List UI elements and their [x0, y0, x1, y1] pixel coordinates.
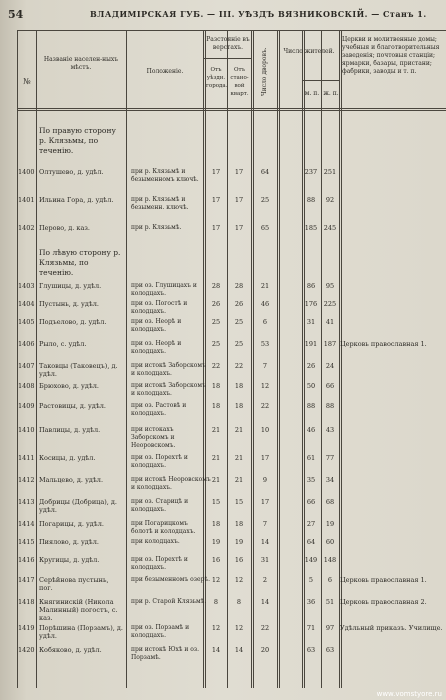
- yard-count: 10: [260, 426, 270, 434]
- settlement-position: при оз. Растовѣ и колодцахъ.: [131, 402, 187, 417]
- yard-count: 14: [260, 538, 270, 546]
- row-number: 1412: [18, 476, 35, 484]
- settlement-name: Ильина Гора, д. удѣл.: [39, 196, 114, 204]
- col-dist-town: Отъ уѣздн. города.: [206, 67, 228, 89]
- distance-town: 18: [211, 402, 221, 410]
- yard-count: 9: [262, 476, 268, 484]
- settlement-name: Кругицы, д. удѣл.: [39, 556, 100, 564]
- distance-town: 21: [211, 476, 221, 484]
- section-right-bank: По правую сторону р. Клязьмы, по теченію.: [39, 126, 116, 155]
- distance-town: 22: [211, 362, 221, 370]
- distance-stan: 17: [234, 224, 244, 232]
- male-count: 149: [304, 556, 318, 564]
- yard-count: 7: [262, 362, 268, 370]
- distance-town: 16: [211, 556, 221, 564]
- female-count: 19: [325, 520, 335, 528]
- row-number: 1406: [18, 340, 35, 348]
- yard-count: 64: [260, 168, 270, 176]
- data-table: [17, 30, 446, 688]
- male-count: 88: [306, 196, 316, 204]
- female-count: 97: [325, 624, 335, 632]
- female-count: 92: [325, 196, 335, 204]
- settlement-position: при оз. Глушицахъ и колодцахъ.: [131, 282, 197, 297]
- distance-stan: 28: [234, 282, 244, 290]
- distance-stan: 25: [234, 318, 244, 326]
- female-count: 95: [325, 282, 335, 290]
- male-count: 71: [306, 624, 316, 632]
- yard-count: 53: [260, 340, 270, 348]
- yard-count: 21: [260, 282, 270, 290]
- female-count: 66: [325, 382, 335, 390]
- settlement-name: Мальцево, д. удѣл.: [39, 476, 104, 484]
- col-distance: Разстояніе въ верстахъ.: [206, 36, 250, 51]
- row-number: 1401: [18, 196, 35, 204]
- settlement-position: при р. Клязьмѣ и безыменн. ключѣ.: [131, 196, 189, 211]
- row-number: 1405: [18, 318, 35, 326]
- distance-town: 12: [211, 576, 221, 584]
- female-count: 187: [323, 340, 337, 348]
- male-count: 46: [306, 426, 316, 434]
- settlement-name: Серѣйнова пустынь, пог.: [39, 576, 109, 592]
- settlement-name: Порѣшина (Порзамъ), д. удѣл.: [39, 624, 123, 640]
- row-number: 1416: [18, 556, 35, 564]
- notes: Церковь православная 2.: [340, 598, 427, 606]
- row-number: 1420: [18, 646, 35, 654]
- settlement-position: при оз. Порехтѣ и колодцахъ.: [131, 454, 188, 469]
- col-residents: Число жителей.: [283, 48, 335, 55]
- settlement-position: при колодцахъ.: [131, 538, 180, 545]
- settlement-name: Косицы, д. удѣл.: [39, 454, 96, 462]
- male-count: 191: [304, 340, 318, 348]
- male-count: 66: [306, 498, 316, 506]
- yard-count: 17: [260, 454, 270, 462]
- male-count: 61: [306, 454, 316, 462]
- female-count: 88: [325, 402, 335, 410]
- female-count: 245: [323, 224, 337, 232]
- distance-town: 18: [211, 382, 221, 390]
- male-count: 185: [304, 224, 318, 232]
- row-number: 1403: [18, 282, 35, 290]
- settlement-name: Павлицы, д. удѣл.: [39, 426, 101, 434]
- row-number: 1413: [18, 498, 35, 506]
- female-count: 68: [325, 498, 335, 506]
- yard-count: 12: [260, 382, 270, 390]
- col-dist-stan: Отъ стано-вой кварт.: [230, 67, 249, 97]
- yard-count: 25: [260, 196, 270, 204]
- col-yards: Число дворовъ.: [261, 47, 268, 97]
- settlement-name: Перово, д. каз.: [39, 224, 90, 232]
- col-position: Положеніе.: [146, 68, 184, 75]
- female-count: 60: [325, 538, 335, 546]
- distance-stan: 12: [234, 624, 244, 632]
- yard-count: 65: [260, 224, 270, 232]
- distance-stan: 21: [234, 454, 244, 462]
- male-count: 64: [306, 538, 316, 546]
- distance-stan: 21: [234, 476, 244, 484]
- distance-town: 17: [211, 196, 221, 204]
- settlement-position: при истокѣ Заборскомъ и колодцахъ.: [131, 362, 206, 377]
- distance-town: 28: [211, 282, 221, 290]
- row-number: 1407: [18, 362, 35, 370]
- male-count: 237: [304, 168, 318, 176]
- settlement-position: при безыменномъ озерѣ.: [131, 576, 210, 583]
- distance-town: 25: [211, 318, 221, 326]
- row-number: 1402: [18, 224, 35, 232]
- male-count: 35: [306, 476, 316, 484]
- row-number: 1419: [18, 624, 35, 632]
- page-header: [0, 8, 446, 24]
- page-number: 54: [8, 8, 24, 21]
- col-name: Названіе населен-ныхъ мѣстъ.: [43, 56, 119, 71]
- distance-town: 15: [211, 498, 221, 506]
- settlement-position: при р. Старой Клязьмѣ.: [131, 598, 207, 605]
- row-number: 1411: [18, 454, 35, 462]
- female-count: 63: [325, 646, 335, 654]
- distance-stan: 16: [234, 556, 244, 564]
- settlement-name: Глушицы, д. удѣл.: [39, 282, 102, 290]
- yard-count: 7: [262, 520, 268, 528]
- yard-count: 22: [260, 402, 270, 410]
- distance-stan: 8: [236, 598, 242, 606]
- settlement-position: при оз. Неорѣ и колодцахъ.: [131, 340, 182, 355]
- female-count: 51: [325, 598, 335, 606]
- row-number: 1414: [18, 520, 35, 528]
- settlement-position: при р. Клязьмѣ.: [131, 224, 182, 231]
- settlement-name: Брюхово, д. удѣл.: [39, 382, 99, 390]
- female-count: 225: [323, 300, 337, 308]
- row-number: 1410: [18, 426, 35, 434]
- section-left-bank: По лѣвую сторону р. Клязьмы, по теченію.: [39, 248, 121, 277]
- settlement-position: при оз. Порзамѣ и колодцахъ.: [131, 624, 190, 639]
- male-count: 26: [306, 362, 316, 370]
- distance-stan: 22: [234, 362, 244, 370]
- col-notes: Церкви и молитвенные домы; учебныя и благотворительныя заведенія; почтовыя станціи; ярмарки, базары, пристани; фабрики, заводы и т. п.: [342, 36, 440, 75]
- male-count: 86: [306, 282, 316, 290]
- distance-stan: 18: [234, 520, 244, 528]
- notes: Церковь православная 1.: [340, 340, 427, 348]
- settlement-name: Таковцы (Таковецъ), д. удѣл.: [39, 362, 118, 378]
- male-count: 88: [306, 402, 316, 410]
- row-number: 1408: [18, 382, 35, 390]
- distance-stan: 14: [234, 646, 244, 654]
- male-count: 176: [304, 300, 318, 308]
- distance-town: 25: [211, 340, 221, 348]
- settlement-name: Подъелово, д. удѣл.: [39, 318, 107, 326]
- female-count: 34: [325, 476, 335, 484]
- page-title: ВЛАДИМІРСКАЯ ГУБ. — III. УѢЗДЪ ВЯЗНИКОВСКІЙ. — Станъ 1.: [90, 9, 427, 19]
- row-number: 1418: [18, 598, 35, 606]
- distance-town: 17: [211, 224, 221, 232]
- distance-town: 26: [211, 300, 221, 308]
- distance-town: 19: [211, 538, 221, 546]
- yard-count: 17: [260, 498, 270, 506]
- col-number: №: [23, 77, 31, 86]
- female-count: 251: [323, 168, 337, 176]
- yard-count: 6: [262, 318, 268, 326]
- yard-count: 22: [260, 624, 270, 632]
- male-count: 50: [306, 382, 316, 390]
- male-count: 5: [308, 576, 314, 584]
- distance-stan: 19: [234, 538, 244, 546]
- yard-count: 31: [260, 556, 270, 564]
- notes: Удѣльный приказъ. Училище.: [340, 624, 443, 632]
- male-count: 36: [306, 598, 316, 606]
- female-count: 77: [325, 454, 335, 462]
- distance-town: 18: [211, 520, 221, 528]
- settlement-name: Погарицы, д. удѣл.: [39, 520, 104, 528]
- female-count: 43: [325, 426, 335, 434]
- col-female: ж. п.: [323, 90, 339, 97]
- distance-stan: 21: [234, 426, 244, 434]
- notes: Церковь православная 1.: [340, 576, 427, 584]
- row-number: 1400: [18, 168, 35, 176]
- settlement-position: при оз. Старицѣ и колодцахъ.: [131, 498, 189, 513]
- male-count: 31: [306, 318, 316, 326]
- col-male: м. п.: [304, 90, 320, 97]
- settlement-name: Растовицы, д. удѣл.: [39, 402, 106, 410]
- settlement-position: при истокѣ Неоровскомъ и колодцахъ.: [131, 476, 211, 491]
- settlement-position: при оз. Неорѣ и колодцахъ.: [131, 318, 182, 333]
- distance-town: 21: [211, 426, 221, 434]
- female-count: 6: [327, 576, 333, 584]
- distance-town: 8: [213, 598, 219, 606]
- row-number: 1409: [18, 402, 35, 410]
- female-count: 24: [325, 362, 335, 370]
- yard-count: 46: [260, 300, 270, 308]
- settlement-position: при истокѣ Юхѣ и оз. Порзамѣ.: [131, 646, 200, 661]
- female-count: 148: [323, 556, 337, 564]
- settlement-name: Олтушево, д. удѣл.: [39, 168, 104, 176]
- watermark: www.vomstyore.ru: [376, 690, 442, 698]
- settlement-position: при р. Клязьмѣ и безыменномъ ключѣ.: [131, 168, 199, 183]
- settlement-name: Пиялово, д. удѣл.: [39, 538, 99, 546]
- settlement-name: Рыло, с. удѣл.: [39, 340, 87, 348]
- distance-stan: 18: [234, 382, 244, 390]
- female-count: 41: [325, 318, 335, 326]
- settlement-name: Кобяково, д. удѣл.: [39, 646, 102, 654]
- distance-town: 17: [211, 168, 221, 176]
- distance-town: 12: [211, 624, 221, 632]
- distance-stan: 18: [234, 402, 244, 410]
- distance-town: 14: [211, 646, 221, 654]
- settlement-name: Пустынь, д. удѣл.: [39, 300, 99, 308]
- distance-stan: 12: [234, 576, 244, 584]
- distance-stan: 26: [234, 300, 244, 308]
- settlement-position: при истокахъ Заборскомъ и Неоровскомъ.: [131, 426, 176, 449]
- settlement-name: Княгинискій (Никола Малинный) погостъ, с. каз.: [39, 598, 118, 622]
- distance-stan: 25: [234, 340, 244, 348]
- settlement-position: при оз. Порехтѣ и колодцахъ.: [131, 556, 188, 571]
- distance-town: 21: [211, 454, 221, 462]
- row-number: 1404: [18, 300, 35, 308]
- settlement-name: Добрицы (Добрица), д. удѣл.: [39, 498, 117, 514]
- distance-stan: 15: [234, 498, 244, 506]
- row-number: 1417: [18, 576, 35, 584]
- yard-count: 20: [260, 646, 270, 654]
- row-number: 1415: [18, 538, 35, 546]
- settlement-position: при истокѣ Заборскомъ и колодцахъ.: [131, 382, 206, 397]
- male-count: 63: [306, 646, 316, 654]
- yard-count: 2: [262, 576, 268, 584]
- distance-stan: 17: [234, 168, 244, 176]
- distance-stan: 17: [234, 196, 244, 204]
- male-count: 27: [306, 520, 316, 528]
- yard-count: 14: [260, 598, 270, 606]
- settlement-position: при Погарицкомъ болотѣ и колодцахъ.: [131, 520, 196, 535]
- settlement-position: при оз. Погостѣ и колодцахъ.: [131, 300, 188, 315]
